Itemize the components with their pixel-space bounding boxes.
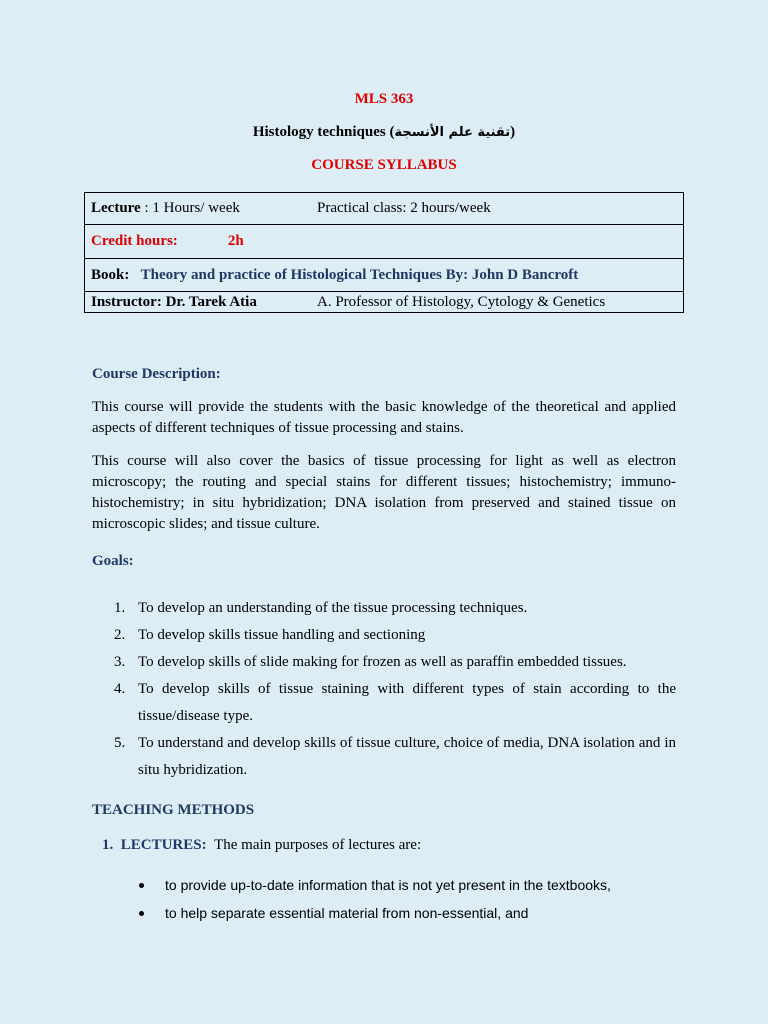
goal-text: To develop skills tissue handling and sectioning	[138, 627, 426, 643]
description-paragraph-1: This course will provide the students with the basic knowledge of the theoretical and applied aspects of different techniques of tissue processing and stains.	[92, 399, 676, 436]
practical-class: Practical class: 2 hours/week	[317, 200, 491, 216]
goal-number: 5.	[114, 735, 126, 751]
bullet-icon	[139, 911, 144, 916]
list-item	[92, 730, 676, 784]
teaching-item-number: 1.	[102, 837, 114, 853]
teaching-methods-heading: TEACHING METHODS	[92, 802, 255, 818]
book-title: Theory and practice of Histological Techniques By: John D Bancroft	[140, 266, 579, 283]
lecture-cell	[91, 200, 317, 217]
teaching-method-item	[102, 837, 421, 854]
teaching-item-text: The main purposes of lectures are:	[214, 837, 422, 853]
list-item	[92, 676, 676, 730]
goal-text: To develop skills of tissue staining with different types of stain according to the tissue/disease type.	[138, 681, 676, 724]
instructor-title: A. Professor of Histology, Cytology & Genetics	[317, 293, 606, 310]
teaching-item-label: LECTURES:	[120, 837, 207, 853]
list-item	[92, 649, 676, 676]
table-row	[85, 225, 684, 259]
table-row	[85, 292, 684, 313]
bullet-icon	[139, 883, 144, 888]
lecture-label: Lecture	[91, 200, 141, 216]
credit-hours-value: 2h	[227, 233, 244, 249]
lecture-purposes-list	[136, 871, 611, 927]
course-description-heading: Course Description:	[92, 366, 221, 382]
course-code: MLS 363	[354, 91, 414, 107]
course-title-suffix: )	[510, 124, 516, 140]
table-row	[85, 259, 684, 292]
course-title	[0, 124, 768, 141]
instructor-name: Instructor: Dr. Tarek Atia	[91, 293, 257, 310]
syllabus-heading: COURSE SYLLABUS	[311, 157, 457, 173]
lecture-value: : 1 Hours/ week	[140, 200, 240, 216]
goals-heading: Goals:	[92, 553, 134, 569]
goal-number: 4.	[114, 681, 126, 697]
goal-number: 2.	[114, 627, 126, 643]
credit-hours-label: Credit hours:	[91, 233, 178, 249]
list-item	[92, 595, 676, 622]
description-paragraph-2: This course will also cover the basics of tissue processing for light as well as electron microscopy; the routing and special stains for different tissues; histochemistry; immuno-histochemistry; in situ hybridization; DNA isolation from preserved and stained tissue on microscopic slides; and tissue culture.	[92, 453, 676, 532]
goal-number: 3.	[114, 654, 126, 670]
goal-text: To develop skills of slide making for frozen as well as paraffin embedded tissues.	[138, 654, 627, 670]
goal-text: To understand and develop skills of tissue culture, choice of media, DNA isolation and in situ hybridization.	[138, 735, 676, 778]
goals-list	[92, 595, 676, 784]
book-label: Book:	[91, 266, 130, 283]
list-item	[92, 622, 676, 649]
goal-text: To develop an understanding of the tissue processing techniques.	[138, 600, 528, 616]
bullet-text: to provide up-to-date information that is not yet present in the textbooks,	[165, 877, 611, 893]
goal-number: 1.	[114, 600, 126, 616]
list-item	[136, 871, 611, 899]
table-row	[85, 193, 684, 225]
list-item	[136, 899, 611, 927]
course-title-arabic: تقنية علم الأنسجة	[394, 125, 511, 140]
course-title-prefix: Histology techniques (	[252, 124, 395, 140]
course-info-table	[84, 192, 684, 313]
bullet-text: to help separate essential material from non-essential, and	[165, 905, 529, 921]
